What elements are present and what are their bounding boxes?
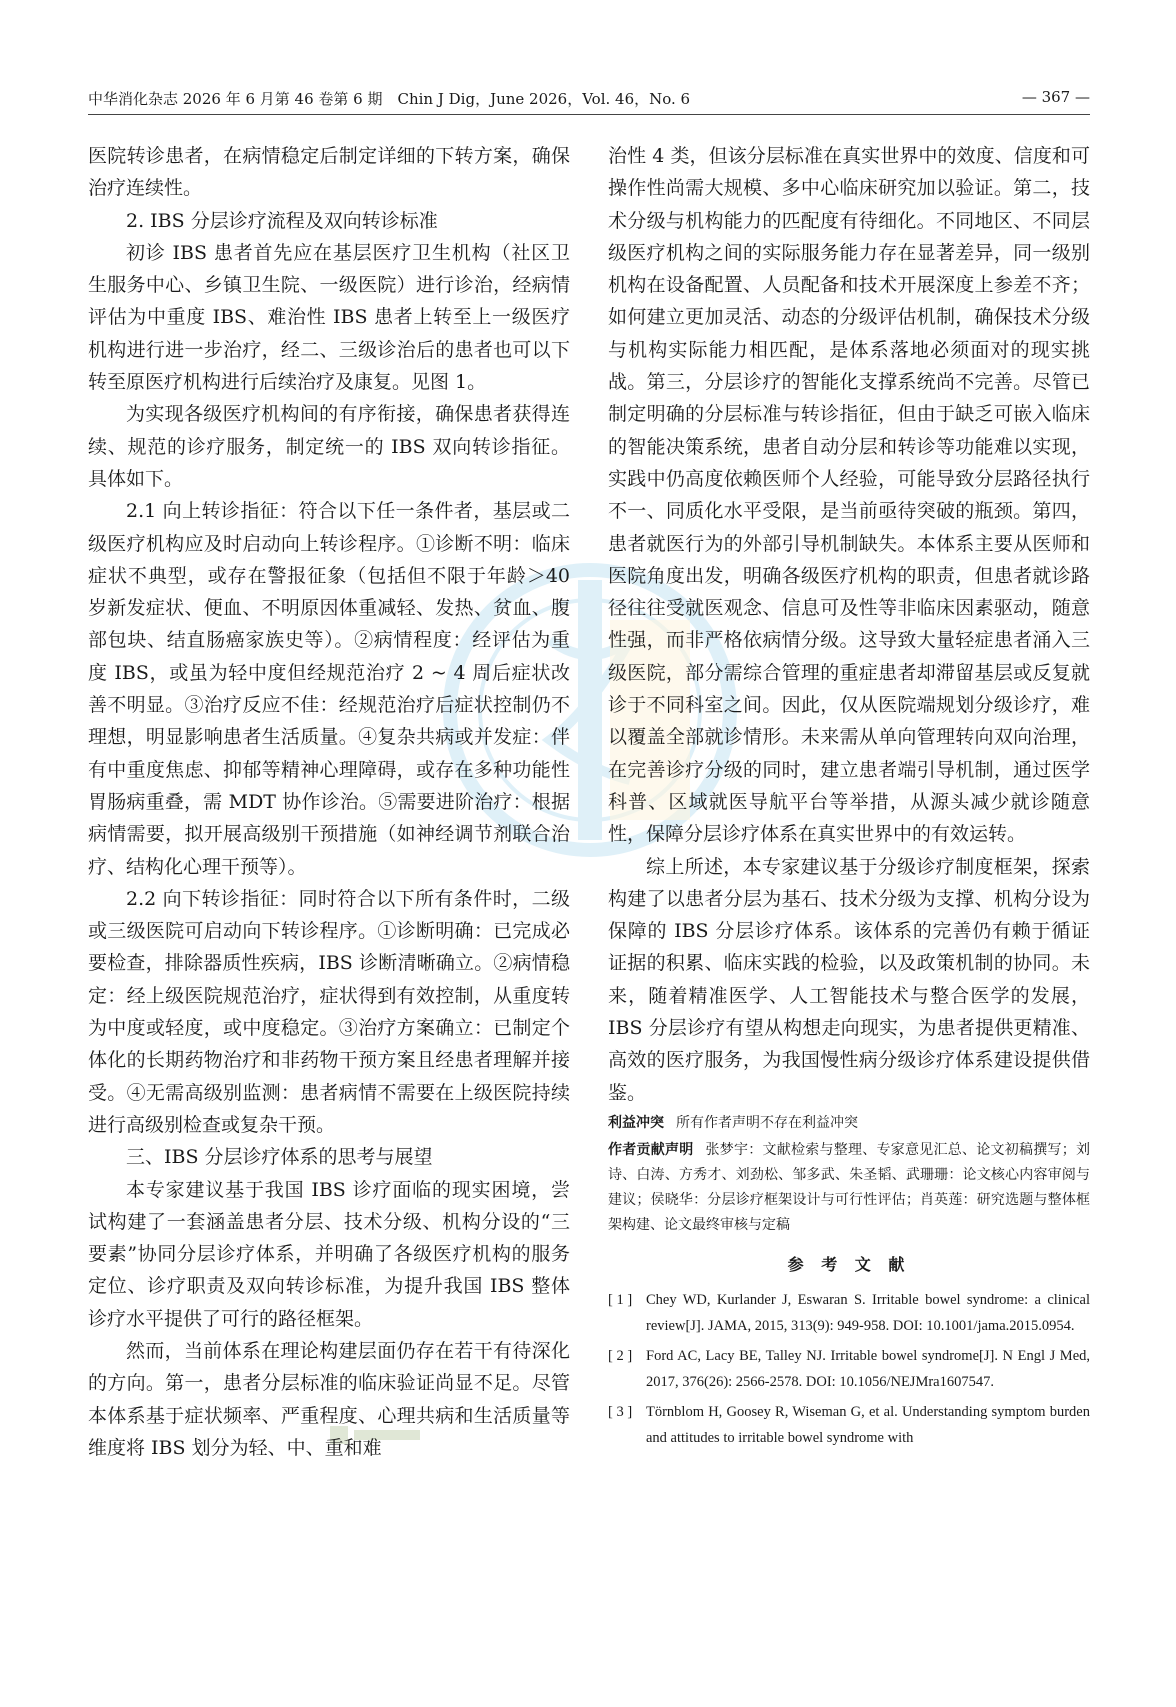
page-number: — 367 — bbox=[1021, 88, 1090, 106]
references-title: 参 考 文 献 bbox=[787, 1254, 911, 1274]
reference-text: Törnblom H, Goosey R, Wiseman G, et al. Understanding symptom burden and attitudes to irritable bowel syndrome with bbox=[646, 1403, 1090, 1446]
reference-item bbox=[608, 1343, 1090, 1395]
reference-text: Ford AC, Lacy BE, Talley NJ. Irritable bowel syndrome[J]. N Engl J Med, 2017, 376(26): 2566-2578. DOI: 10.1056/NEJMra1607547. bbox=[646, 1347, 1090, 1390]
contrib-text: 张梦宇：文献检索与整理、专家意见汇总、论文初稿撰写；刘诗、白涛、方秀才、刘劲松、邹多武、朱圣韬、武珊珊：论文核心内容审阅与建议；侯晓华：分层诊疗框架设计与可行性评估；肖英莲：研究选题与整体框架构建、论文最终审核与定稿 bbox=[608, 1141, 1090, 1233]
body-paragraph: 然而，当前体系在理论构建层面仍存在若干有待深化的方向。第一，患者分层标准的临床验证尚显不足。尽管本体系基于症状频率、严重程度、心理共病和生活质量等维度将 IBS 划分为轻、中、重和难 bbox=[88, 1339, 570, 1459]
reference-text: Chey WD, Kurlander J, Eswaran S. Irritable bowel syndrome: a clinical review[J]. JAMA, 2015, 313(9): 949-958. DOI: 10.1001/jama.2015.0954. bbox=[646, 1291, 1090, 1334]
body-paragraph: 初诊 IBS 患者首先应在基层医疗卫生机构（社区卫生服务中心、乡镇卫生院、一级医院）进行诊治，经病情评估为中重度 IBS、难治性 IBS 患者上转至上一级医疗机构进行进一步治疗，经二、三级诊治后的患者也可以下转至原医疗机构进行后续治疗及康复。见图 1。 bbox=[88, 241, 570, 394]
author-contributions bbox=[608, 1138, 1090, 1238]
journal-citation: 中华消化杂志 2026 年 6 月第 46 卷第 6 期 Chin J Dig，June 2026，Vol. 46，No. 6 bbox=[88, 90, 691, 108]
contrib-label: 作者贡献声明 bbox=[608, 1141, 694, 1158]
body-paragraph: 2.1 向上转诊指征：符合以下任一条件者，基层或二级医疗机构应及时启动向上转诊程序。①诊断不明：临床症状不典型，或存在警报征象（包括但不限于年龄＞40 岁新发症状、便血、不明原因体重减轻、发热、贫血、腹部包块、结直肠癌家族史等）。②病情程度：经评估为重度 IBS，或虽为轻中度但经规范治疗 2 ~ 4 周后症状改善不明显。③治疗反应不佳：经规范治疗后症状控制仍不理想，明显影响患者生活质量。④复杂共病或并发症：伴有中重度焦虑、抑郁等精神心理障碍，或存在多种功能性胃肠病重叠，需 MDT 协作诊治。⑤需要进阶治疗：根据病情需要，拟开展高级别干预措施（如神经调节剂联合治疗、结构化心理干预等）。 bbox=[88, 500, 570, 878]
conflict-label: 利益冲突 bbox=[608, 1114, 664, 1131]
reference-item bbox=[608, 1287, 1090, 1339]
running-header bbox=[88, 84, 1090, 115]
body-paragraph: 为实现各级医疗机构间的有序衔接，确保患者获得连续、规范的诊疗服务，制定统一的 IBS 双向转诊指征。具体如下。 bbox=[88, 403, 570, 490]
reference-number: [ 1 ] bbox=[608, 1291, 633, 1308]
conflict-text: 所有作者声明不存在利益冲突 bbox=[676, 1114, 858, 1131]
body-paragraph: 医院转诊患者，在病情稳定后制定详细的下转方案，确保治疗连续性。 bbox=[88, 145, 570, 200]
body-paragraph: 2.2 向下转诊指征：同时符合以下所有条件时，二级或三级医院可启动向下转诊程序。①诊断明确：已完成必要检查，排除器质性疾病，IBS 诊断清晰确立。②病情稳定：经上级医院规范治疗，症状得到有效控制，从重度转为中度或轻度，或中度稳定。③治疗方案确立：已制定个体化的长期药物治疗和非药物干预方案且经患者理解并接受。④无需高级别监测：患者病情不需要在上级医院持续进行高级别检查或复杂干预。 bbox=[88, 887, 570, 1136]
left-column bbox=[88, 140, 570, 1464]
reference-item bbox=[608, 1399, 1090, 1451]
right-column bbox=[608, 140, 1090, 1455]
reference-list bbox=[608, 1287, 1090, 1451]
reference-number: [ 3 ] bbox=[608, 1403, 633, 1420]
section-heading: 2. IBS 分层诊疗流程及双向转诊标准 bbox=[126, 209, 438, 232]
body-paragraph: 综上所述，本专家建议基于分级诊疗制度框架，探索构建了以患者分层为基石、技术分级为支撑、机构分设为保障的 IBS 分层诊疗体系。该体系的完善仍有赖于循证证据的积累、临床实践的检验，以及政策机制的协同。未来，随着精准医学、人工智能技术与整合医学的发展，IBS 分层诊疗有望从构想走向现实，为患者提供更精准、高效的医疗服务，为我国慢性病分级诊疗体系建设提供借鉴。 bbox=[608, 855, 1090, 1104]
reference-number: [ 2 ] bbox=[608, 1347, 633, 1364]
section-heading: 三、IBS 分层诊疗体系的思考与展望 bbox=[126, 1146, 433, 1169]
body-paragraph: 本专家建议基于我国 IBS 诊疗面临的现实困境，尝试构建了一套涵盖患者分层、技术分级、机构分设的“三要素”协同分层诊疗体系，并明确了各级医疗机构的服务定位、诊疗职责及双向转诊标准，为提升我国 IBS 整体诊疗水平提供了可行的路径框架。 bbox=[88, 1178, 570, 1330]
conflict-of-interest bbox=[608, 1111, 1090, 1136]
body-paragraph: 治性 4 类，但该分层标准在真实世界中的效度、信度和可操作性尚需大规模、多中心临床研究加以验证。第二，技术分级与机构能力的匹配度有待细化。不同地区、不同层级医疗机构之间的实际服务能力存在显著差异，同一级别机构在设备配置、人员配备和技术开展深度上参差不齐；如何建立更加灵活、动态的分级评估机制，确保技术分级与机构实际能力相匹配，是体系落地必须面对的现实挑战。第三，分层诊疗的智能化支撑系统尚不完善。尽管已制定明确的分层标准与转诊指征，但由于缺乏可嵌入临床的智能决策系统，患者自动分层和转诊等功能难以实现，实践中仍高度依赖医师个人经验，可能导致分层路径执行不一、同质化水平受限，是当前亟待突破的瓶颈。第四，患者就医行为的外部引导机制缺失。本体系主要从医师和医院角度出发，明确各级医疗机构的职责，但患者就诊路径往往受就医观念、信息可及性等非临床因素驱动，随意性强，而非严格依病情分级。这导致大量轻症患者涌入三级医院，部分需综合管理的重症患者却滞留基层或反复就诊于不同科室之间。因此，仅从医院端规划分级诊疗，难以覆盖全部就诊情形。未来需从单向管理转向双向治理，在完善诊疗分级的同时，建立患者端引导机制，通过医学科普、区域就医导航平台等举措，从源头减少就诊随意性，保障分层诊疗体系在真实世界中的有效运转。 bbox=[608, 145, 1090, 846]
